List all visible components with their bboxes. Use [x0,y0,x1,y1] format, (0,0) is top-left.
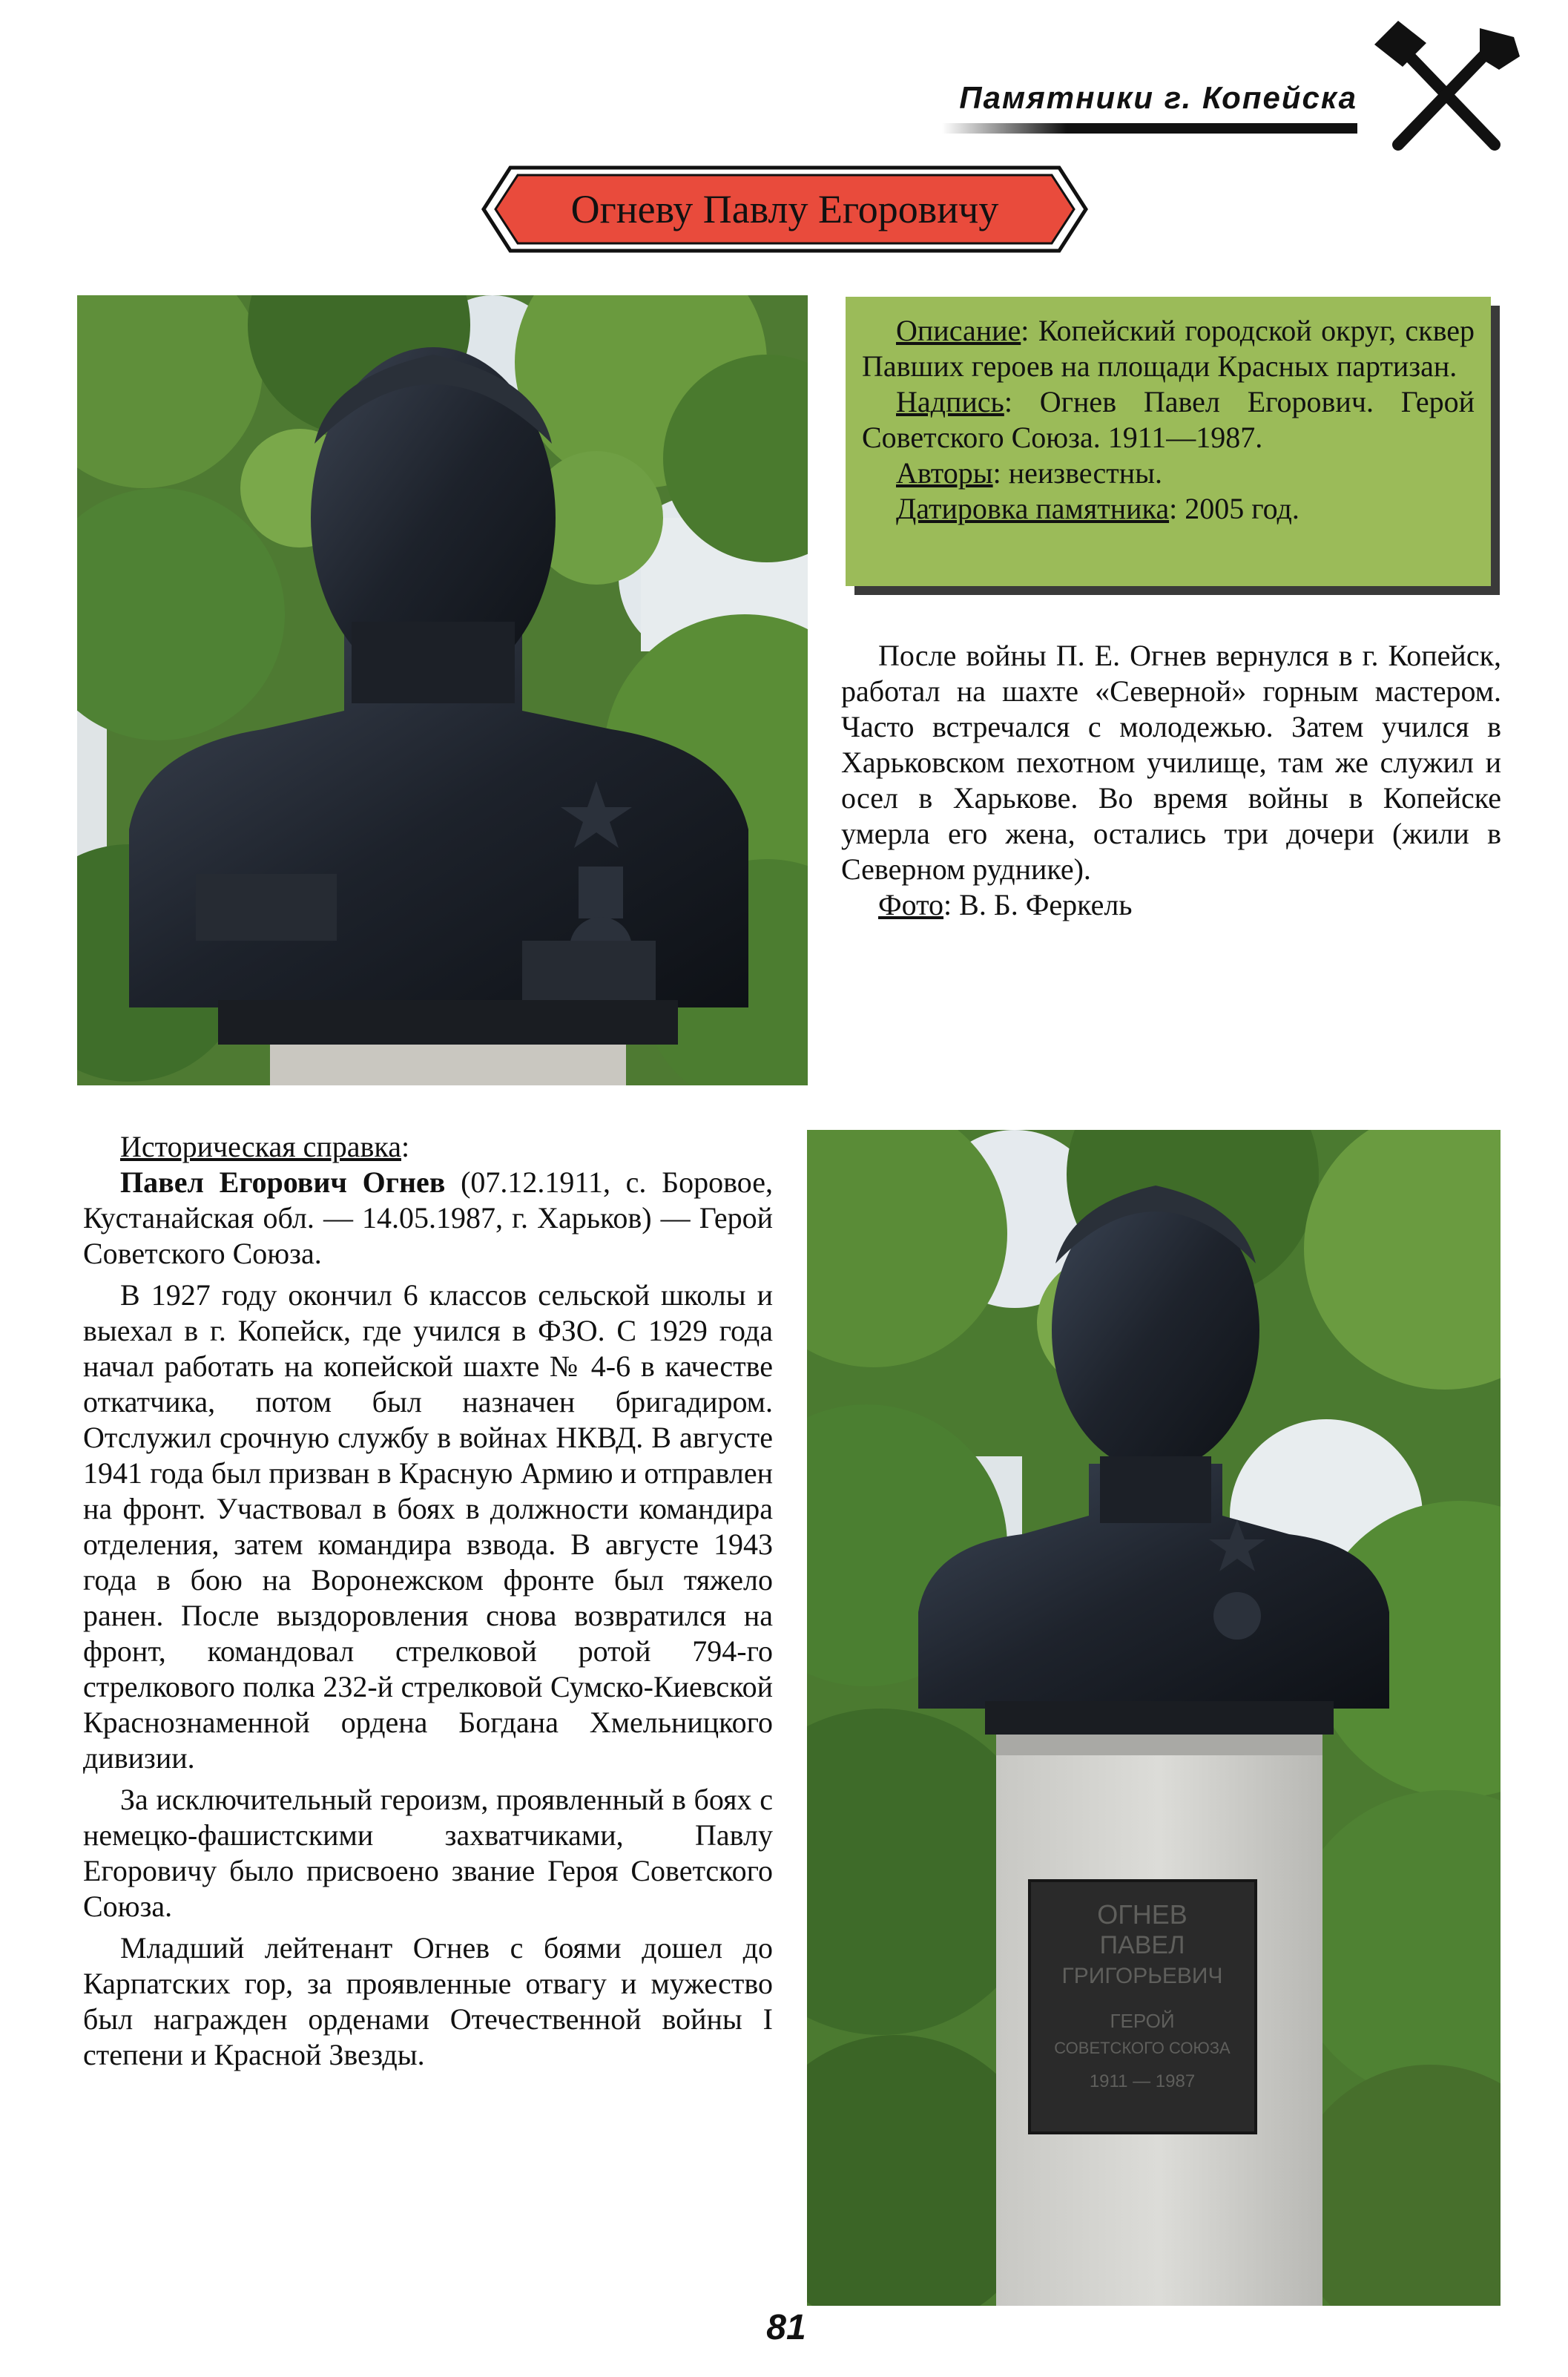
title-banner [481,165,1089,254]
photo-credit-line [841,887,1501,923]
plaque-line-6: 1911 — 1987 [1089,2071,1196,2091]
after-war-paragraph: После войны П. Е. Огнев вернулся в г. Копейск, работал на шахте «Северной» горным мастером. Часто встречался с молодежью. Затем учился в Харьковском пехотном училище, там же служил и осел в Харькове. Во время войны в Копейске умерла его жена, остались три дочери (жили в Северном руднике). [841,639,1501,886]
history-heading [83,1129,773,1165]
date-text: : 2005 год. [1169,492,1299,525]
authors-line [862,456,1475,491]
inscription-text: : Огнев Павел Егорович. Герой Советского Союза. 1911—1987. [862,385,1475,454]
history-paragraph-3: Младший лейтенант Огнев с боями дошел до Карпатских гор, за проявленные отвагу и мужество был награжден орденами Отечественной войны I степени и Красной Звезды. [83,1931,773,2071]
monument-photo-pedestal [807,1130,1501,2306]
description-box [846,297,1491,586]
location-text: : Копейский городской округ, сквер Павших героев на площади Красных партизан. [862,314,1475,383]
plaque-line-4: ГЕРОЙ [1110,2010,1175,2032]
header-rule [942,123,1357,134]
date-line [862,491,1475,527]
photo-credit: : В. Б. Феркель [943,888,1133,921]
authors-label: Авторы [896,456,993,490]
page-title: Огневу Павлу Егоровичу [570,187,999,231]
location-label: Описание [896,314,1021,347]
crossed-hammers-icon [1368,15,1524,156]
location-line [862,313,1475,384]
running-header-title: Памятники г. Копейска [959,80,1357,115]
after-war-section [841,638,1501,923]
photo-label: Фото [878,888,944,921]
authors-text: : неизвестны. [992,456,1163,490]
plaque-line-1: ОГНЕВ [1097,1899,1187,1930]
history-paragraph-1: В 1927 году окончил 6 классов сельской школы и выехал в г. Копейск, где учился в ФЗО. С 1929 года начал работать на копейской шахте № 4-6 в качестве откатчика, потом был назначен бригадиром. Отслужил срочную службу в войнах НКВД. В августе 1941 года был призван в Красную Армию и отправлен на фронт. Участвовал в боях в должности командира отделения, затем командира взвода. В августе 1943 года в бою на Воронежском фронте был тяжело ранен. После выздоровления снова возвратился на фронт, командовал стрелковой ротой 794-го стрелкового полка 232-й стрелковой Сумско-Киевской Краснознаменной ордена Богдана Хмельницкого дивизии. [83,1278,773,1775]
page-number: 81 [766,2308,806,2347]
inscription-line [862,384,1475,456]
history-section [83,1129,773,2073]
bust-photo-closeup [77,295,808,1085]
plaque-line-2: ПАВЕЛ [1099,1931,1185,1959]
date-label: Датировка памятника [896,492,1170,525]
plaque-line-3: ГРИГОРЬЕВИЧ [1061,1964,1223,1988]
plaque-line-5: СОВЕТСКОГО СОЮЗА [1054,2039,1231,2057]
inscription-label: Надпись [896,385,1004,418]
history-paragraph-2: За исключительный героизм, проявленный в боях с немецко-фашистскими захватчиками, Павлу Егоровичу было присвоено звание Героя Советского Союза. [83,1783,773,1923]
history-heading-text: Историческая справка [120,1130,401,1163]
history-heading-colon: : [401,1130,410,1163]
hero-dates: (07.12.1911, с. Боровое, Кустанайская обл. — 14.05.1987, г. Харьков) — Герой Советского Союза. [83,1166,773,1270]
hero-name: Павел Егорович Огнев [120,1166,446,1199]
history-intro [83,1165,773,1272]
